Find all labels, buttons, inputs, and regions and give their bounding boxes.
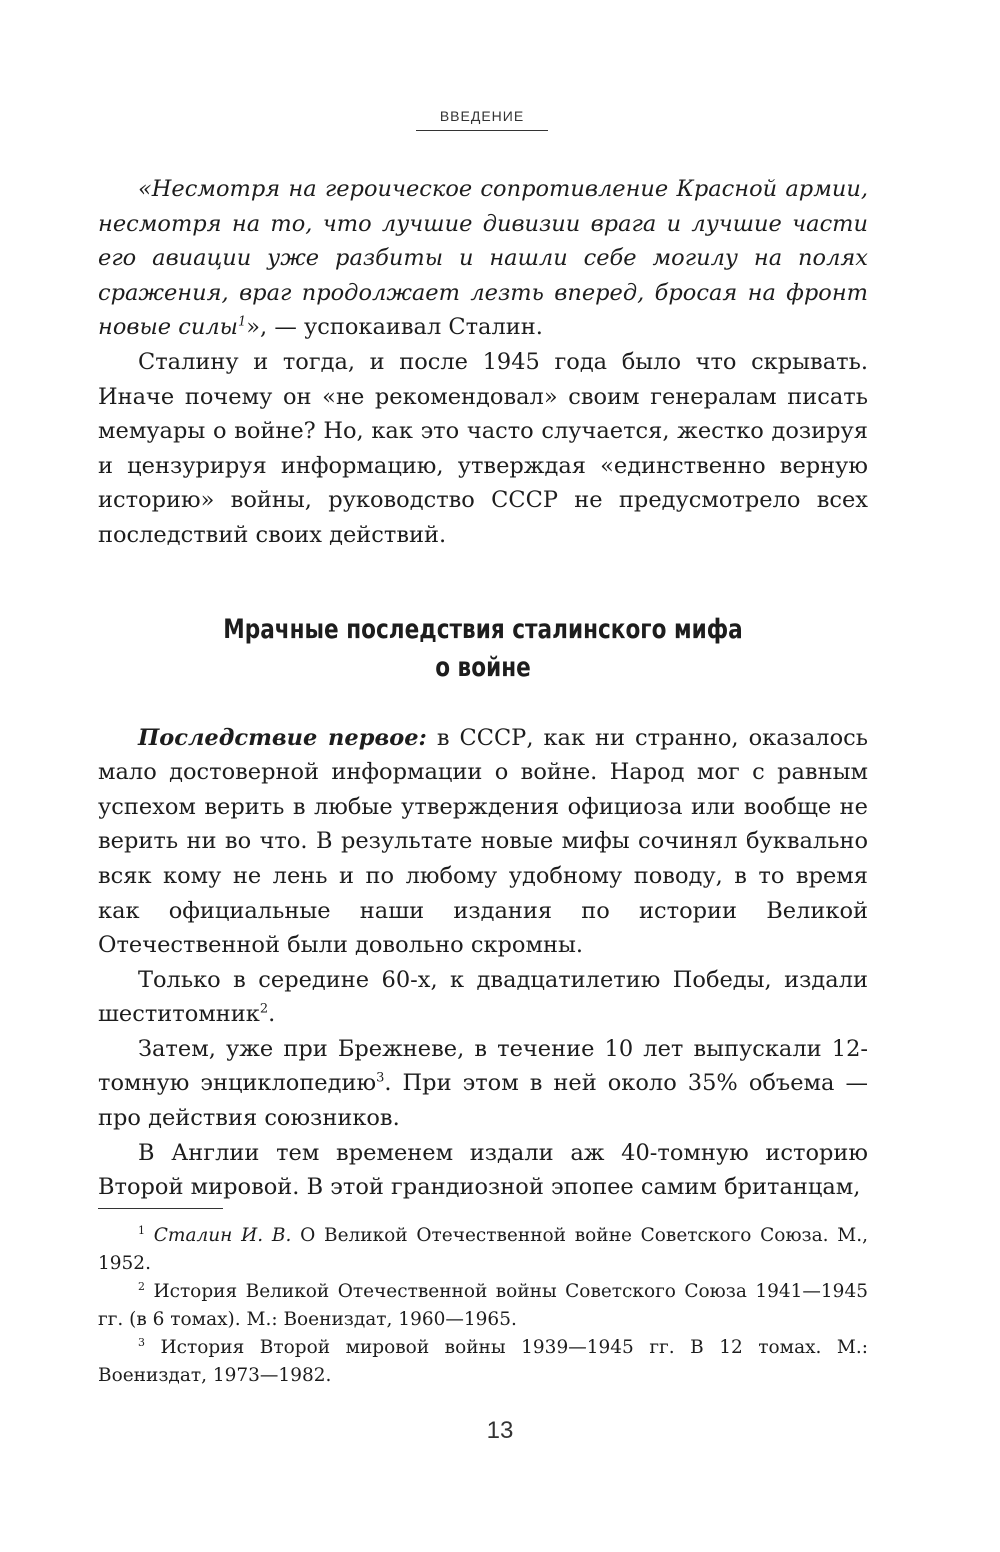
section-heading-line-1: Мрачные последствия сталинского мифа — [223, 613, 743, 645]
footnote-ref-3[interactable]: 3 — [376, 1070, 385, 1086]
running-header: ВВЕДЕНИЕ — [416, 108, 548, 131]
paragraph — [98, 1032, 868, 1136]
section-heading-line-2: о войне — [435, 651, 531, 683]
footnote-number: 1 — [138, 1223, 145, 1237]
footnote-author: Сталин И. В. — [153, 1225, 292, 1246]
lead-label: Последствие первое: — [138, 724, 427, 751]
footnote-number: 3 — [138, 1335, 145, 1349]
footnote-number: 2 — [138, 1279, 145, 1293]
footnote-ref-1[interactable]: 1 — [238, 314, 247, 330]
footnote-2 — [98, 1278, 868, 1334]
paragraph — [98, 721, 868, 963]
footnote-ref-2[interactable]: 2 — [259, 1001, 269, 1017]
paragraph-tail: . При этом в ней около 35% объема — про действия союзников. — [98, 1070, 869, 1132]
section-heading — [175, 611, 791, 687]
quote-tail: », — успокаивал Сталин. — [246, 314, 543, 341]
quote-text: «Несмотря на героическое сопротивление Красной армии, несмотря на то, что лучшие дивизии врага и лучшие части его авиации уже разбиты и нашли себе могилу на полях сражения, враг продолжает лезть вперед, бросая на фронт новые силы — [98, 176, 868, 341]
page-number: 13 — [486, 1417, 514, 1444]
footnote-text: О Великой Отечественной войне Советского Союза. М., 1952. — [98, 1225, 868, 1274]
stalin-quote — [98, 172, 868, 345]
footnote-3 — [98, 1334, 868, 1390]
lead-text: в СССР, как ни странно, оказалось мало достоверной информации о войне. Народ мог с равным успехом верить в любые утверждения официоза или вообще не верить ни во что. В результате новые мифы сочинял буквально всяк кому не лень и по любому удобному поводу, в то время как официальные наши издания по истории Великой Отечественной были довольно скромны. — [98, 724, 868, 959]
paragraph — [98, 963, 868, 1032]
paragraph-text: Затем, уже при Брежневе, в течение 10 лет выпускали 12-томную энциклопедию — [98, 1035, 868, 1097]
footnote-1 — [98, 1222, 868, 1278]
main-text — [98, 172, 868, 1205]
paragraph: В Англии тем временем издали аж 40-томную историю Второй мировой. В этой грандиозной эпопее самим британцам, — [98, 1139, 868, 1201]
footnote-text: История Второй мировой войны 1939—1945 гг. В 12 томах. М.: Воениздат, 1973—1982. — [98, 1337, 868, 1386]
paragraph-tail: . — [268, 1001, 276, 1028]
paragraph-text: Только в середине 60-х, к двадцатилетию Победы, издали шеститомник — [98, 966, 868, 1028]
footnote-text: История Великой Отечественной войны Советского Союза 1941—1945 гг. (в 6 томах). М.: Воениздат, 1960—1965. — [98, 1281, 868, 1330]
footnote-divider — [98, 1208, 223, 1209]
paragraph: Сталину и тогда, и после 1945 года было что скрывать. Иначе почему он «не рекомендовал» своим генералам писать мемуары о войне? Но, как это часто случается, жестко дозируя и цензурируя информацию, утверждая «единственно верную историю» войны, руководство СССР не предусмотрело всех последствий своих действий. — [98, 348, 868, 548]
footnotes — [98, 1222, 868, 1390]
